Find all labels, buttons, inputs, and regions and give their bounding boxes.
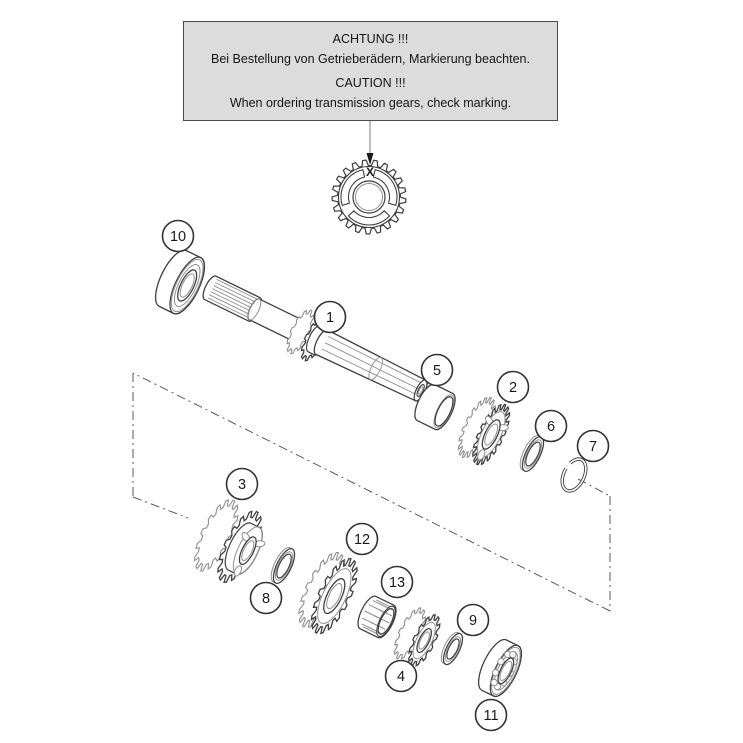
callout-number: 5 [432,363,442,379]
callout-number: 7 [588,439,598,455]
callout-5[interactable] [422,355,453,386]
gear-bore [353,181,385,213]
warning-box [183,21,558,121]
callout-number: 12 [353,532,371,548]
callout-2[interactable] [498,372,529,403]
part-ball-bearing-10[interactable] [149,245,212,318]
callout-4[interactable] [386,661,417,692]
callout-1[interactable] [315,302,346,333]
part-washer-8[interactable] [267,545,299,587]
part-main-shaft-1[interactable] [195,264,435,414]
marking-label: X [365,165,375,179]
callout-number: 2 [508,380,518,396]
callout-number: 11 [483,708,499,724]
warning-title-de: ACHTUNG !!! [332,32,409,46]
shaft-axis-line [133,373,610,611]
part-gear-2[interactable] [451,392,518,470]
part-gear-12[interactable] [290,546,366,639]
callout-13[interactable] [382,567,413,598]
callout-10[interactable] [163,221,194,252]
part-needle-cage-13[interactable] [354,593,400,640]
part-washer-9[interactable] [437,630,466,667]
callout-number: 13 [388,575,406,591]
callout-number: 3 [237,477,247,493]
callout-6[interactable] [536,411,567,442]
callout-9[interactable] [458,605,489,636]
callout-3[interactable] [227,469,258,500]
callout-8[interactable] [251,583,282,614]
part-ball-bearing-11[interactable] [472,635,527,700]
warning-title-en: CAUTION !!! [335,76,406,90]
callout-number: 6 [546,419,556,435]
callout-7[interactable] [578,431,609,462]
part-gear-3[interactable] [186,494,277,592]
callout-number: 1 [325,310,335,326]
shaft-axis-line [133,497,188,518]
callout-12[interactable] [347,524,378,555]
callout-number: 8 [261,591,271,607]
callout-11[interactable] [476,700,507,731]
callout-number: 10 [169,229,187,245]
callout-number: 9 [468,613,478,629]
part-snap-ring-7[interactable] [557,455,590,495]
warning-text-de: Bei Bestellung von Getrieberädern, Markierung beachten. [211,52,530,66]
warning-text-en: When ordering transmission gears, check marking. [229,96,512,110]
callout-number: 4 [396,669,406,685]
